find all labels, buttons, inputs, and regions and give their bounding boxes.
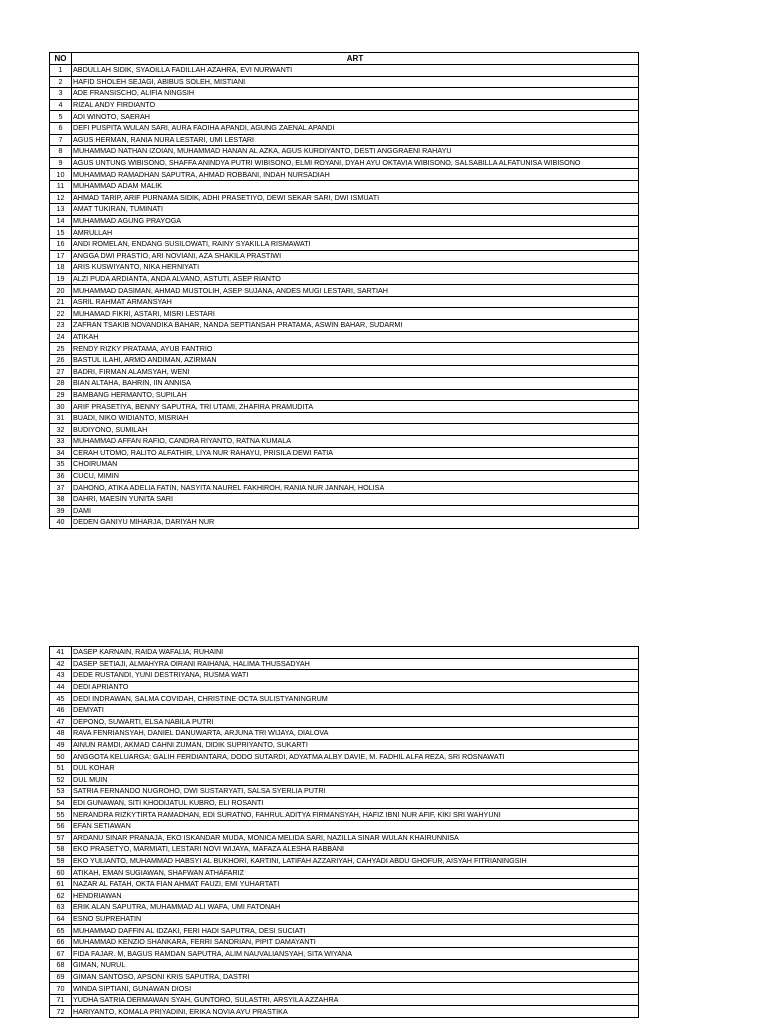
table-row [50,913,639,925]
row-members: MUHAMMAD AGUNG PRAYOGA [72,215,639,227]
row-members: MUHAMMAD DAFFIN AL IDZAKI, FERI HADI SAPUTRA, DESI SUCIATI [72,925,639,937]
row-members: MUHAMMAD RAMADHAN SAPUTRA, AHMAD ROBBANI, INDAH NURSADIAH [72,169,639,181]
row-number: 71 [50,994,72,1006]
row-members: DEDI APRIANTO [72,681,639,693]
row-members: ANGGA DWI PRASTIO, ARI NOVIANI, AZA SHAKILA PRASTIWI [72,250,639,262]
row-members: ATIKAH [72,331,639,343]
table-row [50,146,639,158]
row-number: 48 [50,728,72,740]
table-row [50,739,639,751]
table-row [50,786,639,798]
row-number: 34 [50,447,72,459]
row-number: 49 [50,739,72,751]
row-number: 38 [50,493,72,505]
row-members: BIAN ALTAHA, BAHRIN, IIN ANNISA [72,378,639,390]
row-members: MUHAMMAD ADAM MALIK [72,180,639,192]
row-number: 41 [50,647,72,659]
row-number: 43 [50,670,72,682]
row-members: ADI WINOTO, SAERAH [72,111,639,123]
row-number: 33 [50,436,72,448]
row-members: EKO YULIANTO, MUHAMMAD HABSYI AL BUKHORI, KARTINI, LATIFAH AZZARIYAH, CAHYADI ABDU GHOFUR, AISYAH FITRIANINGSIH [72,855,639,867]
table-row [50,925,639,937]
table-row [50,878,639,890]
row-number: 29 [50,389,72,401]
row-members: DAHRI, MAESIN YUNITA SARI [72,493,639,505]
row-number: 3 [50,88,72,100]
row-members: MUHAMMAD NATHAN IZOIAN, MUHAMMAD HANAN AL AZKA, AGUS KURDIYANTO, DESTI ANGGRAENI RAHAYU [72,146,639,158]
row-members: DAMI [72,505,639,517]
row-number: 9 [50,157,72,169]
row-members: ATIKAH, EMAN SUGIAWAN, SHAFWAN ATHAFARIZ [72,867,639,879]
table-row [50,308,639,320]
row-number: 42 [50,658,72,670]
row-number: 54 [50,797,72,809]
table-row [50,728,639,740]
table-row [50,832,639,844]
table-row [50,401,639,413]
row-number: 2 [50,76,72,88]
table-row [50,331,639,343]
row-members: CHOIRUMAN [72,459,639,471]
row-number: 60 [50,867,72,879]
row-members: AMAT TUKIRAN, TUMINATI [72,204,639,216]
table-row [50,493,639,505]
row-members: ABDULLAH SIDIK, SYAOILLA FADILLAH AZAHRA, EVI NURWANTI [72,65,639,77]
row-members: EFAN SETIAWAN [72,820,639,832]
table-row [50,436,639,448]
row-number: 8 [50,146,72,158]
row-number: 66 [50,936,72,948]
row-number: 56 [50,820,72,832]
row-members: ZAFRAN TSAKIB NOVANDIKA BAHAR, NANDA SEPTIANSAH PRATAMA, ASWIN BAHAR, SUDARMI [72,320,639,332]
row-number: 1 [50,65,72,77]
table-row [50,890,639,902]
row-members: RAVA FENRIANSYAH, DANIEL DANUWARTA, ARJUNA TRI WIJAYA, DIALOVA [72,728,639,740]
table-row [50,447,639,459]
row-members: DUL MUIN [72,774,639,786]
row-number: 28 [50,378,72,390]
table-row [50,844,639,856]
table-row [50,262,639,274]
table-row [50,227,639,239]
row-members: EDI GUNAWAN, SITI KHODIJATUL KUBRO, ELI ROSANTI [72,797,639,809]
row-number: 72 [50,1006,72,1018]
table-row [50,412,639,424]
table-row [50,273,639,285]
table-row [50,762,639,774]
row-members: WINDA SIPTIANI, GUNAWAN DIOSI [72,983,639,995]
table-row [50,820,639,832]
header-art: ART [72,53,639,65]
table-row [50,1006,639,1018]
table-row [50,936,639,948]
household-table-2 [49,646,639,1018]
table-row [50,343,639,355]
table-row [50,681,639,693]
row-number: 11 [50,180,72,192]
row-members: GIMAN SANTOSO, APSONI KRIS SAPUTRA, DASTRI [72,971,639,983]
table-row [50,704,639,716]
row-members: DUL KOHAR [72,762,639,774]
row-number: 15 [50,227,72,239]
row-number: 50 [50,751,72,763]
row-members: BUADI, NIKO WIDIANTO, MISRIAH [72,412,639,424]
header-no: NO [50,53,72,65]
row-number: 70 [50,983,72,995]
row-number: 10 [50,169,72,181]
table-row [50,88,639,100]
row-members: AHMAD TARIP, ARIF PURNAMA SIDIK, ADHI PRASETIYO, DEWI SEKAR SARI, DWI ISMUATI [72,192,639,204]
row-number: 14 [50,215,72,227]
table-row [50,285,639,297]
row-members: ANDI ROMELAN, ENDANG SUSILOWATI, RAINY SYAKILLA RISMAWATI [72,238,639,250]
table-row [50,517,639,529]
table-row [50,647,639,659]
table-row [50,983,639,995]
table-row [50,658,639,670]
table-row [50,134,639,146]
row-members: AINUN RAMDI, AKMAD CAHNI ZUMAN, DIDIK SUPRIYANTO, SUKARTI [72,739,639,751]
row-members: DEPONO, SUWARTI, ELSA NABILA PUTRI [72,716,639,728]
row-number: 40 [50,517,72,529]
table-row [50,169,639,181]
row-members: DASEP KARNAIN, RAIDA WAFALIA, RUHAINI [72,647,639,659]
row-number: 51 [50,762,72,774]
table-row [50,470,639,482]
row-number: 58 [50,844,72,856]
row-number: 22 [50,308,72,320]
household-table-1 [49,52,639,529]
row-number: 39 [50,505,72,517]
table-row [50,180,639,192]
row-number: 27 [50,366,72,378]
table-row [50,250,639,262]
row-members: YUDHA SATRIA DERMAWAN SYAH, GUNTORO, SULASTRI, ARSYILA AZZAHRA [72,994,639,1006]
row-number: 31 [50,412,72,424]
row-members: AGUS HERMAN, RANIA NURA LESTARI, UMI LESTARI [72,134,639,146]
row-number: 63 [50,902,72,914]
table-row [50,204,639,216]
row-members: HENDRIAWAN [72,890,639,902]
row-number: 64 [50,913,72,925]
row-number: 67 [50,948,72,960]
table-row [50,76,639,88]
table-row [50,716,639,728]
row-number: 32 [50,424,72,436]
row-members: CUCU, MIMIN [72,470,639,482]
row-number: 65 [50,925,72,937]
row-number: 18 [50,262,72,274]
table-row [50,296,639,308]
row-number: 45 [50,693,72,705]
table-2-body [50,647,639,1018]
table-row [50,855,639,867]
row-number: 23 [50,320,72,332]
row-number: 53 [50,786,72,798]
row-number: 24 [50,331,72,343]
row-number: 6 [50,122,72,134]
row-members: BADRI, FIRMAN ALAMSYAH, WENI [72,366,639,378]
row-members: NERANDRA RIZKYTIRTA RAMADHAN, EDI SURATNO, FAHRUL ADITYA FIRMANSYAH, HAFIZ IBNI NUR AFIF, KIKI SRI WAHYUNI [72,809,639,821]
row-members: ASRIL RAHMAT ARMANSYAH [72,296,639,308]
row-members: DEDE RUSTANDI, YUNI DESTRIYANA, RUSMA WATI [72,670,639,682]
row-members: DEDI INDRAWAN, SALMA COVIDAH, CHRISTINE OCTA SULISTYANINGRUM [72,693,639,705]
table-row [50,320,639,332]
table-row [50,389,639,401]
row-members: DEFI PUSPITA WULAN SARI, AURA FAOIHA APANDI, AGUNG ZAENAL APANDI [72,122,639,134]
row-members: NAZAR AL FATAH, OKTA FIAN AHMAT FAUZI, EMI YUHARTATI [72,878,639,890]
row-members: ESNO SUPREHATIN [72,913,639,925]
row-number: 26 [50,354,72,366]
table-row [50,505,639,517]
table-row [50,797,639,809]
row-members: ARIS KUSWIYANTO, NIKA HERNIYATI [72,262,639,274]
row-number: 30 [50,401,72,413]
table-row [50,157,639,169]
row-members: DAHONO, ATIKA ADELIA FATIN, NASYITA NAUREL FAKHIROH, RANIA NUR JANNAH, HOLISA [72,482,639,494]
row-members: ARDANU SINAR PRANAJA, EKO ISKANDAR MUDA, MONICA MELIDA SARI, NAZILLA SINAR WULAN KHAIRUNNISA [72,832,639,844]
row-number: 52 [50,774,72,786]
table-row [50,809,639,821]
row-number: 44 [50,681,72,693]
row-number: 47 [50,716,72,728]
row-members: BAMBANG HERMANTO, SUPILAH [72,389,639,401]
row-members: HARIYANTO, KOMALA PRIYADINI, ERIKA NOVIA AYU PRASTIKA [72,1006,639,1018]
table-row [50,670,639,682]
row-members: AGUS UNTUNG WIBISONO, SHAFFA ANINDYA PUTRI WIBISONO, ELMI ROYANI, DYAH AYU OKTAVIA WIBISONO, SALSABILLA ALFATUNISA WIBISONO [72,157,639,169]
table-row [50,774,639,786]
row-number: 55 [50,809,72,821]
row-number: 21 [50,296,72,308]
table-row [50,902,639,914]
row-number: 13 [50,204,72,216]
row-members: ERIK ALAN SAPUTRA, MUHAMMAD ALI WAFA, UMI FATONAH [72,902,639,914]
row-number: 12 [50,192,72,204]
row-members: ALZI PUDA ARDIANTA, ANDA ALVANO, ASTUTI, ASEP RIANTO [72,273,639,285]
row-members: ANGGOTA KELUARGA: GALIH FERDIANTARA, DODO SUTARDI, ADYATMA ALBY DAVIE, M. FADHIL ALFA REZA, SRI ROSNAWATI [72,751,639,763]
row-number: 4 [50,99,72,111]
row-number: 37 [50,482,72,494]
table-row [50,867,639,879]
table-row [50,994,639,1006]
row-number: 36 [50,470,72,482]
table-row [50,192,639,204]
row-members: ARIF PRASETIYA, BENNY SAPUTRA, TRI UTAMI, ZHAFIRA PRAMUDITA [72,401,639,413]
row-members: RENDY RIZKY PRATAMA, AYUB FANTRIO [72,343,639,355]
table-row [50,111,639,123]
table-row [50,215,639,227]
table-row [50,693,639,705]
row-members: EKO PRASETYO, MARMIATI, LESTARI NOVI WIJAYA, MAFAZA ALESHA RABBANI [72,844,639,856]
row-number: 68 [50,960,72,972]
row-members: DEMYATI [72,704,639,716]
row-members: GIMAN, NURUL [72,960,639,972]
table-row [50,354,639,366]
table-row [50,751,639,763]
row-members: HAFID SHOLEH SEJAGI, ABIBUS SOLEH, MISTIANI [72,76,639,88]
table-row [50,960,639,972]
row-number: 62 [50,890,72,902]
table-row [50,366,639,378]
row-number: 35 [50,459,72,471]
row-members: SATRIA FERNANDO NUGROHO, DWI SUSTARYATI, SALSA SYERLIA PUTRI [72,786,639,798]
row-number: 7 [50,134,72,146]
table-row [50,482,639,494]
row-members: FIDA FAJAR. M, BAGUS RAMDAN SAPUTRA, ALIM NAUVALIANSYAH, SITA WIYANA [72,948,639,960]
table-row [50,122,639,134]
table-row [50,948,639,960]
row-number: 69 [50,971,72,983]
row-number: 25 [50,343,72,355]
row-number: 59 [50,855,72,867]
table-row [50,971,639,983]
row-number: 5 [50,111,72,123]
row-members: MUHAMMAD AFFAN RAFIO, CANDRA RIYANTO, RATNA KUMALA [72,436,639,448]
row-number: 17 [50,250,72,262]
table-row [50,459,639,471]
row-members: DEDEN GANIYU MIHARJA, DARIYAH NUR [72,517,639,529]
row-number: 19 [50,273,72,285]
table-row [50,65,639,77]
row-members: RIZAL ANDY FIRDIANTO [72,99,639,111]
table-row [50,238,639,250]
row-number: 16 [50,238,72,250]
row-number: 57 [50,832,72,844]
row-number: 61 [50,878,72,890]
row-members: MUHAMMAD KENZIO SHANKARA, FERRI SANDRIAN, PIPIT DAMAYANTI [72,936,639,948]
header-row [50,53,639,65]
table-row [50,424,639,436]
row-members: DASEP SETIAJI, ALMAHYRA OIRANI RAIHANA, HALIMA THUSSADYAH [72,658,639,670]
row-number: 20 [50,285,72,297]
table-row [50,99,639,111]
row-members: MUHAMMAD DASIMAN, AHMAD MUSTOLIH, ASEP SUJANA, ANDES MUGI LESTARI, SARTIAH [72,285,639,297]
row-members: CERAH UTOMO, RALITO ALFATHIR, LIYA NUR RAHAYU, PRISILA DEWI FATIA [72,447,639,459]
row-members: ADE FRANSISCHO, ALIFIA NINGSIH [72,88,639,100]
table-1-body [50,65,639,529]
row-members: AMRULLAH [72,227,639,239]
row-members: BUDIYONO, SUMILAH [72,424,639,436]
row-number: 46 [50,704,72,716]
row-members: MUHAMAD FIKRI, ASTARI, MISRI LESTARI [72,308,639,320]
table-row [50,378,639,390]
row-members: BASTUL ILAHI, ARMO ANDIMAN, AZIRMAN [72,354,639,366]
